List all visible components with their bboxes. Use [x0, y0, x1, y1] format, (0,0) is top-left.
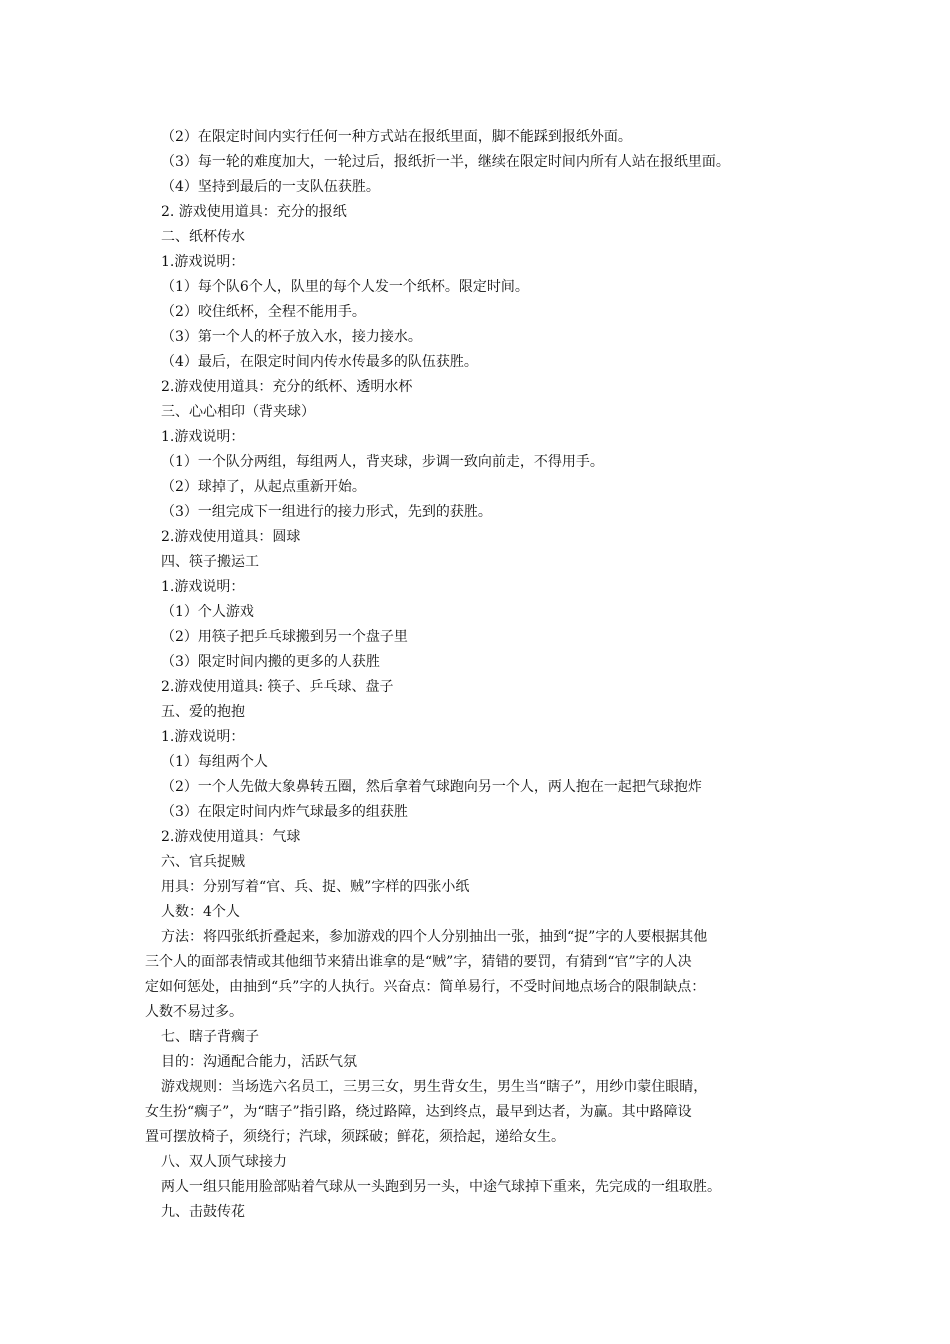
text-line: （2）用筷子把乒乓球搬到另一个盘子里	[161, 629, 408, 645]
text-line: （2）球掉了，从起点重新开始。	[161, 479, 366, 495]
document-body	[145, 125, 805, 1225]
text-line: 2.游戏使用道具：圆球	[161, 529, 301, 545]
text-line: （1）每组两个人	[161, 754, 268, 770]
text-line: （3）每一轮的难度加大，一轮过后，报纸折一半，继续在限定时间内所有人站在报纸里面。	[161, 154, 730, 170]
text-line: 人数不易过多。	[145, 1004, 243, 1020]
text-line: 1.游戏说明：	[161, 254, 245, 270]
text-line: （1）个人游戏	[161, 604, 254, 620]
text-line: 九、击鼓传花	[161, 1204, 245, 1220]
text-line: （4）最后，在限定时间内传水传最多的队伍获胜。	[161, 354, 478, 370]
text-line: 2. 游戏使用道具：充分的报纸	[161, 204, 347, 220]
text-line: 目的：沟通配合能力，活跃气氛	[161, 1054, 357, 1070]
text-line: （3）在限定时间内炸气球最多的组获胜	[161, 804, 408, 820]
text-line: （1）每个队6个人，队里的每个人发一个纸杯。限定时间。	[161, 279, 529, 295]
text-line: 2.游戏使用道具: 筷子、乒乓球、盘子	[161, 679, 394, 695]
text-line: 二、纸杯传水	[161, 229, 245, 245]
text-line: 1.游戏说明：	[161, 729, 245, 745]
text-line: 八、双人顶气球接力	[161, 1154, 287, 1170]
text-line: 人数：4个人	[161, 904, 240, 920]
text-line: 2.游戏使用道具：充分的纸杯、透明水杯	[161, 379, 413, 395]
text-line: （2）咬住纸杯，全程不能用手。	[161, 304, 366, 320]
text-line: 七、瞎子背瘸子	[161, 1029, 259, 1045]
text-line: 方法：将四张纸折叠起来，参加游戏的四个人分别抽出一张，抽到“捉”字的人要根据其他	[161, 929, 708, 945]
text-line: （3）一组完成下一组进行的接力形式，先到的获胜。	[161, 504, 492, 520]
text-line: （3）限定时间内搬的更多的人获胜	[161, 654, 380, 670]
text-line: （2）一个人先做大象鼻转五圈，然后拿着气球跑向另一个人，两人抱在一起把气球抱炸	[161, 779, 702, 795]
text-line: （2）在限定时间内实行任何一种方式站在报纸里面，脚不能踩到报纸外面。	[161, 129, 632, 145]
text-line: 用具：分别写着“官、兵、捉、贼”字样的四张小纸	[161, 879, 470, 895]
text-line: 置可摆放椅子，须绕行；汽球，须踩破；鲜花，须拾起，递给女生。	[145, 1129, 565, 1145]
text-line: 1.游戏说明：	[161, 429, 245, 445]
text-line: 女生扮“瘸子”，为“瞎子”指引路，绕过路障，达到终点，最早到达者，为赢。其中路障设	[145, 1104, 692, 1120]
text-line: （4）坚持到最后的一支队伍获胜。	[161, 179, 380, 195]
text-line: 2.游戏使用道具：气球	[161, 829, 301, 845]
text-line: 三、心心相印（背夹球）	[161, 404, 315, 420]
text-line: 四、筷子搬运工	[161, 554, 259, 570]
text-line: 两人一组只能用脸部贴着气球从一头跑到另一头，中途气球掉下重来，先完成的一组取胜。	[161, 1179, 721, 1195]
text-line: 五、爱的抱抱	[161, 704, 245, 720]
text-line: （1）一个队分两组，每组两人，背夹球，步调一致向前走，不得用手。	[161, 454, 604, 470]
text-line: 六、官兵捉贼	[161, 854, 245, 870]
text-line: （3）第一个人的杯子放入水，接力接水。	[161, 329, 422, 345]
text-line: 定如何惩处，由抽到“兵”字的人执行。兴奋点：简单易行，不受时间地点场合的限制缺点：	[145, 979, 706, 995]
text-line: 三个人的面部表情或其他细节来猜出谁拿的是“贼”字，猜错的要罚，有猜到“官”字的人决	[145, 954, 692, 970]
text-line: 1.游戏说明：	[161, 579, 245, 595]
text-line: 游戏规则：当场选六名员工，三男三女，男生背女生，男生当“瞎子”，用纱巾蒙住眼睛，	[161, 1079, 708, 1095]
